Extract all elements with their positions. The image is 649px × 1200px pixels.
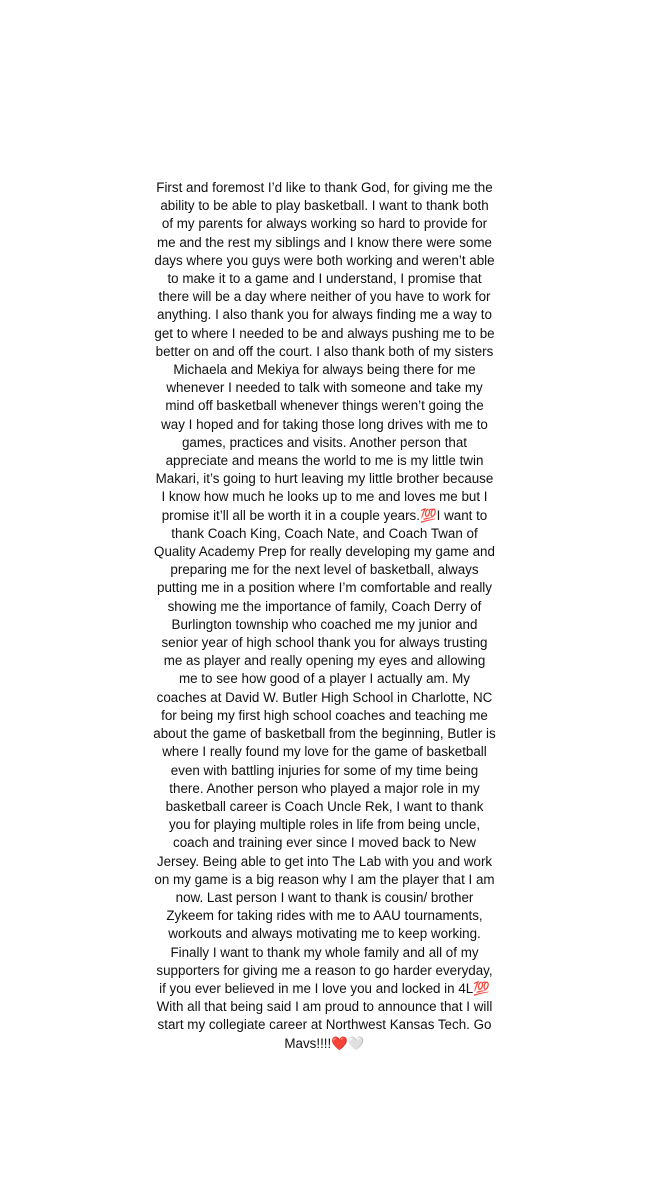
note-line: mind off basketball whenever things weren’t going the	[165, 398, 484, 414]
note-line: on my game is a big reason why I am the player that I am	[154, 871, 495, 887]
note-line: Jersey. Being able to get into The Lab with you and work	[156, 853, 493, 869]
note-line: now. Last person I want to thank is cousin/ brother	[175, 889, 474, 905]
note-line: start my collegiate career at Northwest Kansas Tech. Go	[157, 1017, 492, 1033]
note-line: With all that being said I am proud to announce that I will	[156, 999, 493, 1015]
note-line: thank Coach King, Coach Nate, and Coach Twan of	[171, 525, 478, 541]
note-line: First and foremost I’d like to thank God, for giving me the	[156, 180, 493, 195]
note-line: even with battling injuries for some of my time being	[170, 762, 479, 778]
note-line: Burlington township who coached me my junior and	[171, 616, 478, 632]
note-line: coach and training ever since I moved back to New	[173, 835, 476, 851]
note-line: for being my first high school coaches and teaching me	[161, 707, 488, 723]
note-line: where I really found my love for the game of basketball	[162, 744, 487, 760]
note-line: Zykeem for taking rides with me to AAU tournaments,	[166, 908, 483, 924]
note-line: showing me the importance of family, Coach Derry of	[167, 598, 482, 614]
note-line: workouts and always motivating me to keep working.	[168, 926, 481, 942]
note-line: Quality Academy Prep for really developing my game and	[154, 544, 495, 560]
note-line: me as player and really opening my eyes and allowing	[163, 653, 486, 669]
note-line: senior year of high school thank you for always trusting	[161, 635, 488, 651]
note-line: basketball career is Coach Uncle Rek, I want to thank	[165, 798, 484, 814]
note-line: Makari, it’s going to hurt leaving my little brother because	[155, 471, 494, 487]
note-line: Mavs!!!!❤️🤍	[284, 1035, 365, 1051]
note-line: you for playing multiple roles in life from being uncle,	[168, 817, 481, 833]
note-line: whenever I needed to talk with someone and take my	[166, 380, 483, 396]
note-line: promise it’ll all be worth it in a couple years.💯I want to	[161, 507, 488, 523]
note-line: there will be a day where neither of you have to work for	[158, 289, 491, 305]
note-line: get to where I needed to be and always pushing me to be	[154, 325, 495, 341]
note-line: if you ever believed in me I love you and locked in 4L💯	[159, 980, 490, 996]
note-line: there. Another person who played a major role in my	[169, 780, 480, 796]
thank-you-note	[0, 179, 649, 1053]
note-line: to make it to a game and I understand, I promise that	[167, 271, 482, 287]
note-line: ability to be able to play basketball. I want to thank both	[160, 198, 489, 214]
note-line: putting me in a position where I’m comfortable and really	[157, 580, 492, 596]
note-line: coaches at David W. Butler High School in Charlotte, NC	[156, 689, 493, 705]
note-line: preparing me for the next level of basketball, always	[170, 562, 479, 578]
note-line: Finally I want to thank my whole family and all of my	[170, 944, 479, 960]
note-line: I know how much he looks up to me and loves me but I	[161, 489, 488, 505]
note-line: way I hoped and for taking those long drives with me to	[161, 416, 488, 432]
note-line: Michaela and Mekiya for always being there for me	[173, 362, 476, 378]
note-line: anything. I also thank you for always finding me a way to	[157, 307, 492, 323]
note-line: games, practices and visits. Another person that	[181, 434, 468, 450]
note-line: days where you guys were both working and weren’t able	[154, 252, 495, 268]
note-line: better on and off the court. I also thank both of my sisters	[155, 343, 494, 359]
note-line: supporters for giving me a reason to go harder everyday,	[156, 962, 493, 978]
note-line: of my parents for always working so hard to provide for	[161, 216, 488, 232]
note-line: about the game of basketball from the beginning, Butler is	[153, 726, 496, 742]
note-line: appreciate and means the world to me is my little twin	[165, 453, 484, 469]
note-line: me to see how good of a player I actually am. My	[178, 671, 471, 687]
note-line: me and the rest my siblings and I know there were some	[157, 234, 492, 250]
